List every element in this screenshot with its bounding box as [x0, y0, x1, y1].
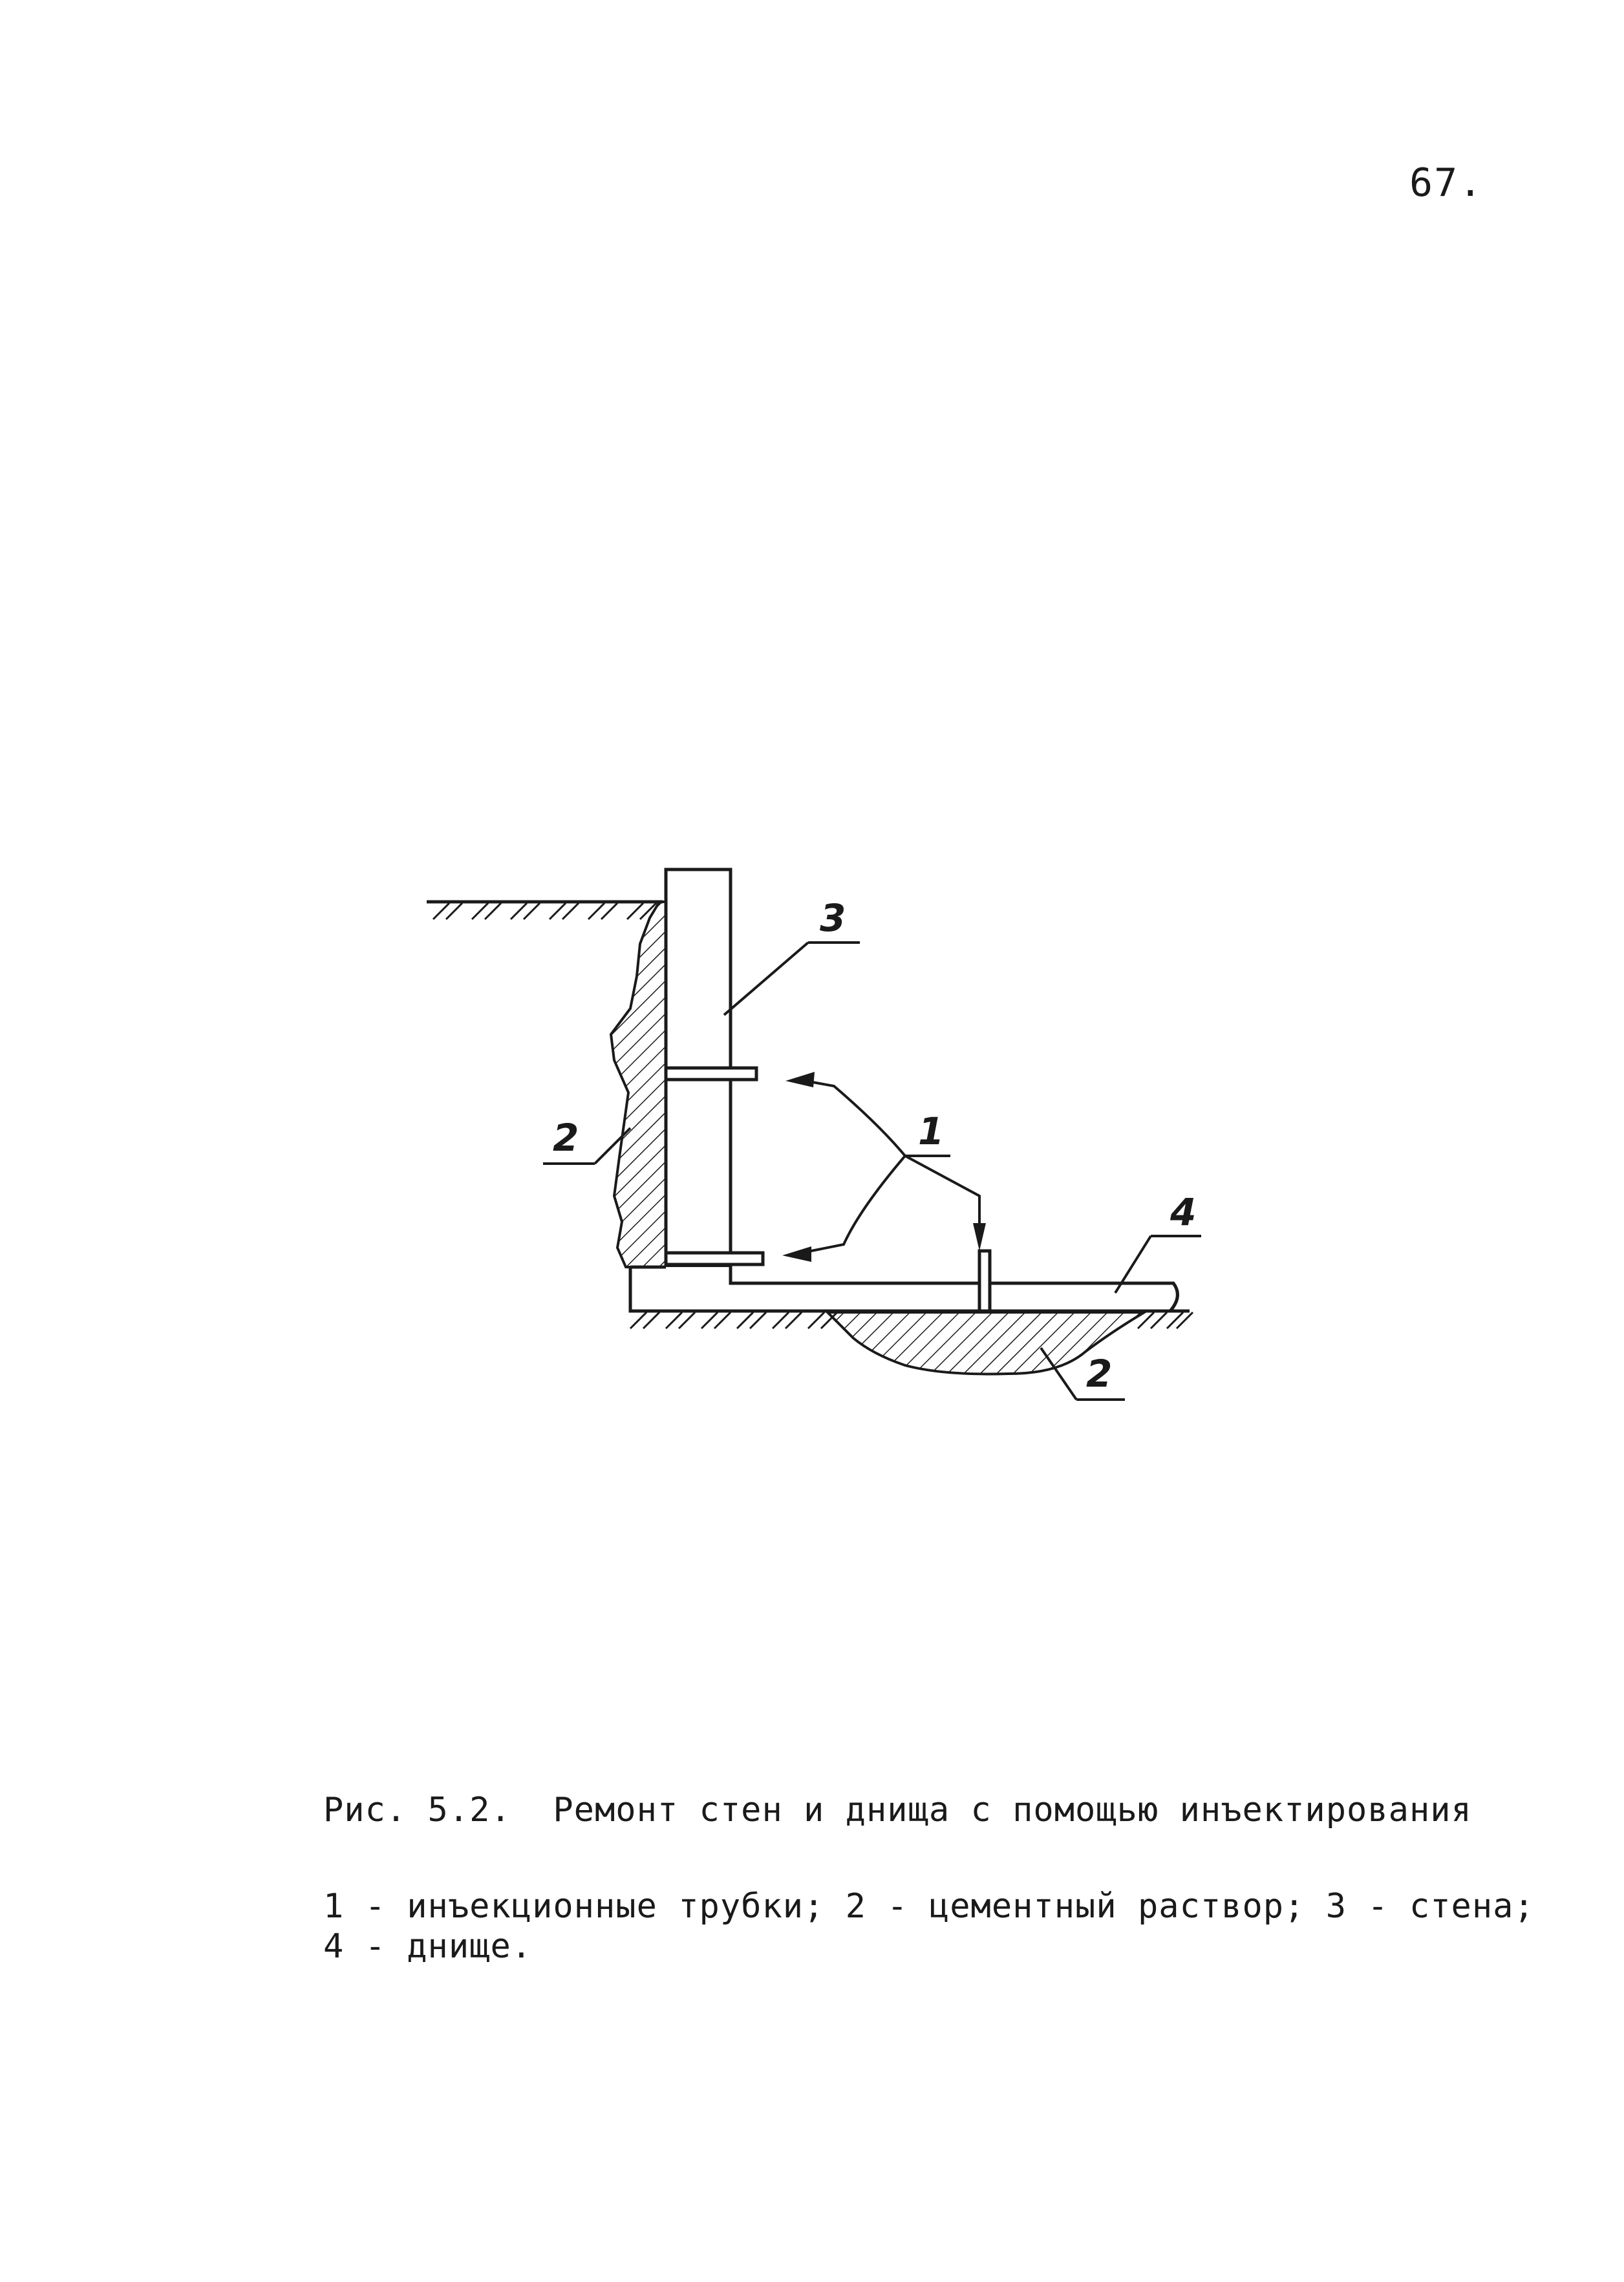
- figure-caption: Рис. 5.2. Ремонт стен и днища с помощью инъектирования: [323, 1791, 1472, 1829]
- injection-tube-bottom: [979, 1251, 990, 1311]
- leader-wall: [724, 943, 860, 1015]
- bottom-slab: [630, 1267, 1177, 1311]
- label-tubes: 1: [918, 1109, 945, 1153]
- arrowheads: [782, 1072, 986, 1262]
- page-number: 67.: [1409, 160, 1484, 206]
- legend-line-1: 1 - инъекционные трубки; 2 - цементный раствор; 3 - стена;: [323, 1887, 1535, 1926]
- label-wall: 3: [820, 896, 846, 940]
- ground-surface-top: [427, 902, 663, 919]
- label-mortar-wall: 2: [553, 1116, 579, 1160]
- injection-tube-upper: [666, 1068, 756, 1080]
- leader-tubes: [795, 1080, 979, 1254]
- figure-legend: [323, 1886, 1535, 1967]
- legend-line-2: 4 - днище.: [323, 1927, 533, 1966]
- cement-mortar-wall: [611, 902, 666, 1267]
- label-bottom: 4: [1170, 1190, 1197, 1234]
- label-mortar-bottom: 2: [1086, 1352, 1113, 1396]
- injection-tube-lower: [666, 1253, 763, 1264]
